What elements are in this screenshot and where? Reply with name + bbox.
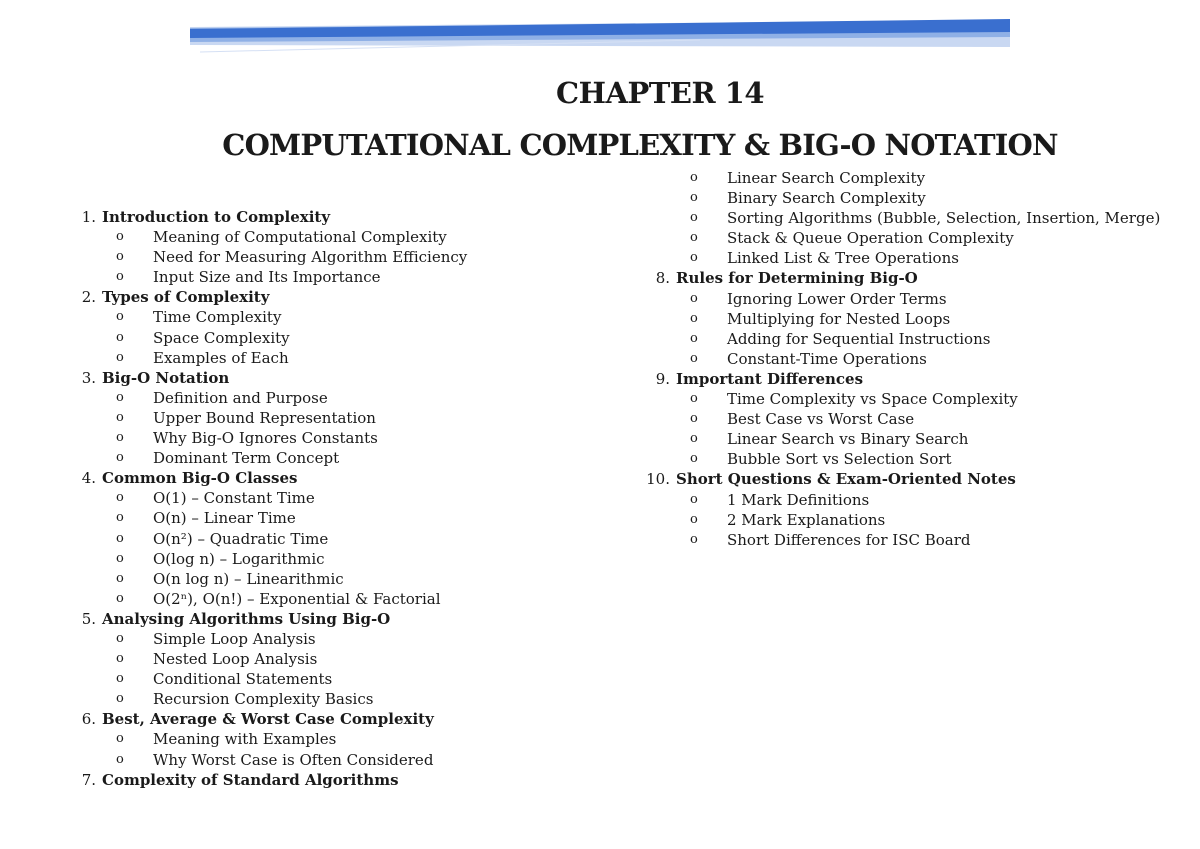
subitem-text: Recursion Complexity Basics xyxy=(153,690,374,709)
toc-subitem xyxy=(646,510,1186,530)
toc-subitem xyxy=(646,490,1186,510)
subitem-text: Meaning of Computational Complexity xyxy=(153,228,447,247)
bullet-marker: o xyxy=(690,511,698,527)
section-number: 6. xyxy=(81,710,96,729)
subitem-text: Best Case vs Worst Case xyxy=(727,410,915,429)
toc-subitem xyxy=(72,529,632,549)
toc-subitem xyxy=(646,228,1186,248)
section-title: Introduction to Complexity xyxy=(102,208,331,226)
subitem-text: O(log n) – Logarithmic xyxy=(153,549,325,568)
subitem-text: O(n²) – Quadratic Time xyxy=(153,529,329,548)
bullet-marker: o xyxy=(690,310,698,326)
subitem-text: O(1) – Constant Time xyxy=(153,489,315,508)
section-number: 4. xyxy=(81,469,96,488)
subitem-text: O(n log n) – Linearithmic xyxy=(153,569,344,588)
subitem-text: Bubble Sort vs Selection Sort xyxy=(727,450,952,469)
toc-section xyxy=(72,468,632,488)
bullet-marker: o xyxy=(116,309,124,325)
subitem-text: Why Big-O Ignores Constants xyxy=(153,429,378,448)
toc-subitem xyxy=(72,428,632,448)
toc-section xyxy=(72,207,632,227)
bullet-marker: o xyxy=(116,269,124,285)
toc-section xyxy=(72,709,632,729)
toc-subitem xyxy=(72,649,632,669)
subitem-text: Why Worst Case is Often Considered xyxy=(153,750,434,769)
toc-section xyxy=(646,268,1186,288)
toc-section xyxy=(72,368,632,388)
subitem-text: Need for Measuring Algorithm Efficiency xyxy=(153,248,468,267)
section-title: Short Questions & Exam-Oriented Notes xyxy=(676,470,1016,489)
section-number: 3. xyxy=(81,368,96,387)
toc-subitem xyxy=(646,429,1186,449)
bullet-marker: o xyxy=(690,431,698,447)
section-number: 8. xyxy=(655,269,670,288)
toc-subitem xyxy=(646,329,1186,349)
subitem-text: Constant-Time Operations xyxy=(727,349,927,368)
bullet-marker: o xyxy=(690,491,698,507)
bullet-marker: o xyxy=(690,350,698,366)
bullet-marker: o xyxy=(116,550,124,566)
toc-section xyxy=(72,287,632,307)
chapter-subtitle: COMPUTATIONAL COMPLEXITY & BIG-O NOTATION xyxy=(222,128,1058,162)
toc-subitem xyxy=(646,248,1186,268)
subitem-text: Binary Search Complexity xyxy=(727,189,926,208)
bullet-marker: o xyxy=(116,409,124,425)
toc-subitem xyxy=(646,289,1186,309)
bullet-marker: o xyxy=(116,229,124,245)
section-title: Types of Complexity xyxy=(102,288,270,307)
subitem-text: Conditional Statements xyxy=(153,670,333,689)
toc-subitem xyxy=(72,689,632,709)
bullet-marker: o xyxy=(116,731,124,747)
bullet-marker: o xyxy=(116,590,124,606)
header-decorative-band xyxy=(0,0,1200,60)
toc-subitem xyxy=(646,389,1186,409)
subitem-text: Simple Loop Analysis xyxy=(153,629,316,648)
bullet-marker: o xyxy=(116,691,124,707)
bullet-marker: o xyxy=(690,290,698,306)
bullet-marker: o xyxy=(690,190,698,206)
toc-subitem xyxy=(72,227,632,247)
section-title: Important Differences xyxy=(676,369,864,388)
subitem-text: Sorting Algorithms (Bubble, Selection, Insertion, Merge) xyxy=(727,209,1161,228)
bullet-marker: o xyxy=(690,250,698,266)
toc-subitem xyxy=(646,168,1186,188)
chapter-title: CHAPTER 14 xyxy=(555,76,765,110)
section-number: 9. xyxy=(655,369,670,388)
bullet-marker: o xyxy=(116,430,124,446)
subitem-text: Meaning with Examples xyxy=(153,730,337,749)
bullet-marker: o xyxy=(116,510,124,526)
bullet-marker: o xyxy=(116,450,124,466)
toc-left-column xyxy=(72,207,632,790)
subitem-text: Upper Bound Representation xyxy=(153,408,376,427)
toc-subitem xyxy=(646,309,1186,329)
toc-subitem xyxy=(72,589,632,609)
toc-subitem xyxy=(72,729,632,749)
subitem-text: Stack & Queue Operation Complexity xyxy=(727,229,1014,248)
bullet-marker: o xyxy=(116,329,124,345)
toc-subitem xyxy=(72,408,632,428)
toc-subitem xyxy=(72,267,632,287)
toc-subitem xyxy=(72,388,632,408)
toc-subitem xyxy=(72,669,632,689)
bullet-marker: o xyxy=(690,330,698,346)
section-title: Big-O Notation xyxy=(102,368,230,387)
bullet-marker: o xyxy=(116,490,124,506)
toc-subitem xyxy=(72,448,632,468)
bullet-marker: o xyxy=(116,349,124,365)
bullet-marker: o xyxy=(690,531,698,547)
subitem-text: Linear Search vs Binary Search xyxy=(727,430,969,449)
subitem-text: Multiplying for Nested Loops xyxy=(727,309,951,328)
section-title: Analysing Algorithms Using Big-O xyxy=(102,609,391,628)
bullet-marker: o xyxy=(116,389,124,405)
bullet-marker: o xyxy=(690,230,698,246)
section-number: 10. xyxy=(646,470,670,489)
toc-subitem xyxy=(72,348,632,368)
bullet-marker: o xyxy=(690,411,698,427)
bullet-marker: o xyxy=(116,570,124,586)
subitem-text: Time Complexity xyxy=(153,308,282,327)
subitem-text: Input Size and Its Importance xyxy=(153,268,381,287)
toc-section xyxy=(72,770,632,790)
section-number: 2. xyxy=(81,288,96,307)
bullet-marker: o xyxy=(116,671,124,687)
toc-subitem xyxy=(72,488,632,508)
section-title: Complexity of Standard Algorithms xyxy=(102,770,399,789)
bullet-marker: o xyxy=(690,451,698,467)
subitem-text: Space Complexity xyxy=(153,328,290,347)
bullet-marker: o xyxy=(690,210,698,226)
bullet-marker: o xyxy=(690,170,698,185)
section-title: Rules for Determining Big-O xyxy=(676,269,918,288)
subitem-text: Ignoring Lower Order Terms xyxy=(727,289,947,308)
subitem-text: Linear Search Complexity xyxy=(727,169,926,187)
toc-subitem xyxy=(646,208,1186,228)
toc-subitem xyxy=(72,549,632,569)
toc-subitem xyxy=(72,328,632,348)
bullet-marker: o xyxy=(116,249,124,265)
toc-subitem xyxy=(646,349,1186,369)
toc-section xyxy=(646,469,1186,489)
subitem-text: Time Complexity vs Space Complexity xyxy=(727,390,1018,409)
subitem-text: O(2ⁿ), O(n!) – Exponential & Factorial xyxy=(153,589,441,608)
section-title: Common Big-O Classes xyxy=(102,469,298,488)
bullet-marker: o xyxy=(116,751,124,767)
bullet-marker: o xyxy=(116,530,124,546)
section-number: 1. xyxy=(81,208,96,226)
subitem-text: O(n) – Linear Time xyxy=(153,509,296,528)
subitem-text: Examples of Each xyxy=(153,348,289,367)
bullet-marker: o xyxy=(116,630,124,646)
subitem-text: Linked List & Tree Operations xyxy=(727,249,959,268)
section-title: Best, Average & Worst Case Complexity xyxy=(102,710,434,729)
toc-subitem xyxy=(646,530,1186,550)
toc-section xyxy=(72,609,632,629)
subitem-text: Nested Loop Analysis xyxy=(153,650,318,669)
subitem-text: Short Differences for ISC Board xyxy=(727,530,971,549)
toc-subitem xyxy=(646,409,1186,429)
bullet-marker: o xyxy=(690,391,698,407)
toc-subitem xyxy=(72,508,632,528)
subitem-text: Dominant Term Concept xyxy=(153,449,340,468)
toc-subitem xyxy=(72,247,632,267)
bullet-marker: o xyxy=(116,651,124,667)
section-number: 5. xyxy=(81,609,96,628)
toc-subitem xyxy=(72,569,632,589)
toc-subitem xyxy=(72,750,632,770)
subitem-text: 2 Mark Explanations xyxy=(727,510,886,529)
toc-section xyxy=(646,369,1186,389)
section-number: 7. xyxy=(81,770,96,789)
toc-subitem xyxy=(72,307,632,327)
subitem-text: Definition and Purpose xyxy=(153,388,328,407)
toc-subitem xyxy=(646,188,1186,208)
subitem-text: 1 Mark Definitions xyxy=(727,490,870,509)
subitem-text: Adding for Sequential Instructions xyxy=(727,329,991,348)
toc-subitem xyxy=(72,629,632,649)
toc-subitem xyxy=(646,449,1186,469)
toc-right-column xyxy=(646,168,1186,550)
